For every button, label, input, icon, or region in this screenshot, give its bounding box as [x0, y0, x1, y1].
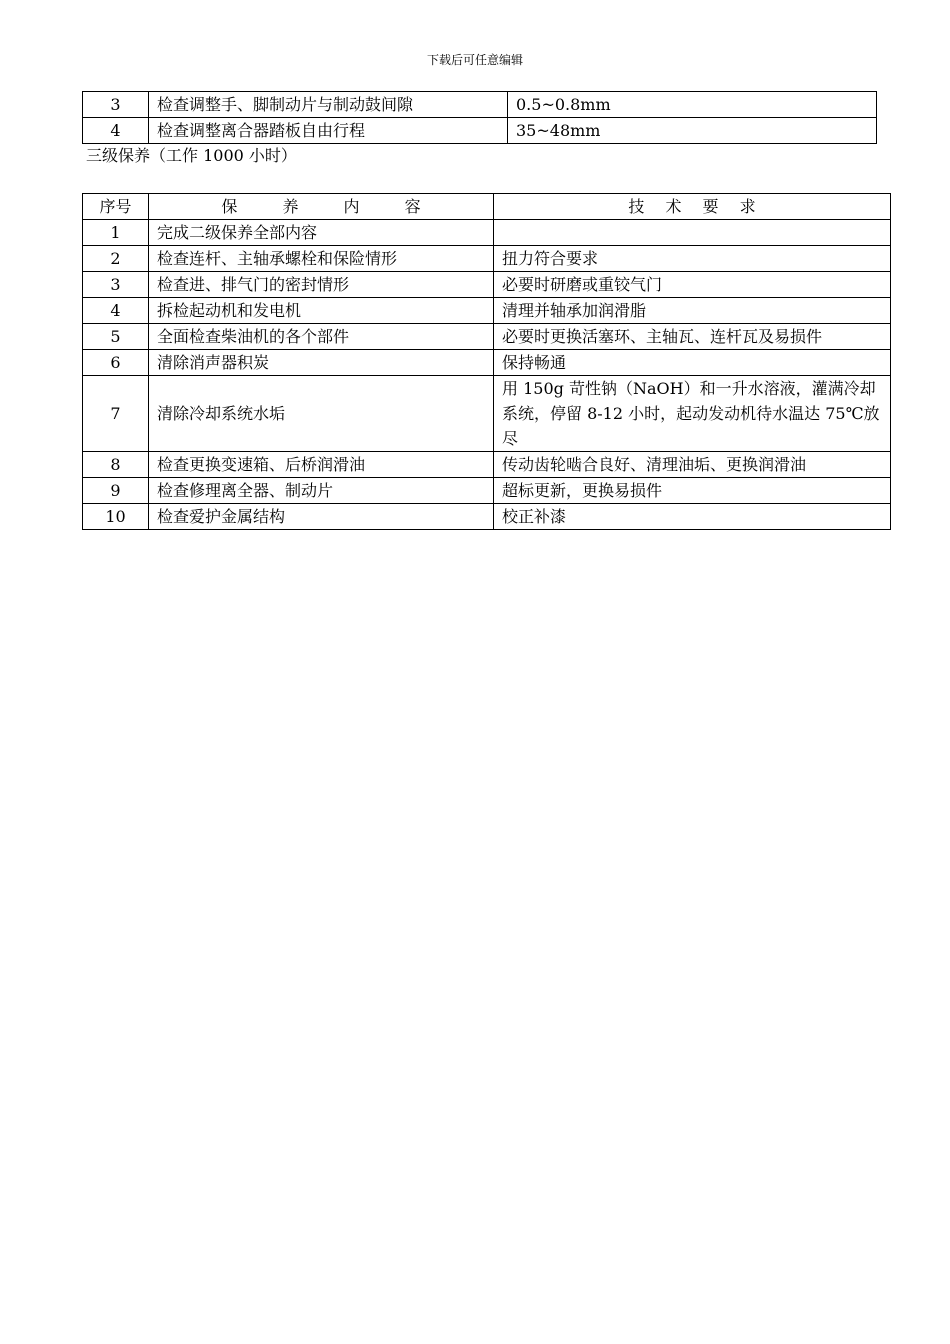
row-requirement: 必要时研磨或重铰气门 — [494, 272, 891, 298]
header-requirement — [494, 194, 891, 220]
row-content: 检查进、排气门的密封情形 — [149, 272, 494, 298]
row-number: 5 — [83, 324, 149, 350]
row-requirement: 扭力符合要求 — [494, 246, 891, 272]
row-content: 检查调整手、脚制动片与制动鼓间隙 — [149, 92, 508, 118]
section-title: 三级保养（工作 1000 小时） — [86, 146, 297, 165]
row-number: 8 — [83, 452, 149, 478]
row-number: 7 — [83, 376, 149, 452]
header-requirement-label: 技 术 要 求 — [628, 197, 756, 216]
row-requirement — [494, 220, 891, 246]
row-content: 检查连杆、主轴承螺栓和保险情形 — [149, 246, 494, 272]
row-content: 检查更换变速箱、后桥润滑油 — [149, 452, 494, 478]
level-three-maintenance-table — [82, 193, 891, 530]
row-content: 清除冷却系统水垢 — [149, 376, 494, 452]
header-content-label: 保 养 内 容 — [221, 197, 421, 216]
row-number: 6 — [83, 350, 149, 376]
row-content: 检查调整离合器踏板自由行程 — [149, 118, 508, 144]
table-row — [83, 246, 891, 272]
row-content: 清除消声器积炭 — [149, 350, 494, 376]
row-number: 3 — [83, 272, 149, 298]
table-row — [83, 350, 891, 376]
row-requirement: 校正补漆 — [494, 504, 891, 530]
row-requirement: 35~48mm — [508, 118, 877, 144]
row-content: 完成二级保养全部内容 — [149, 220, 494, 246]
table-row — [83, 118, 877, 144]
row-requirement: 用 150g 苛性钠（NaOH）和一升水溶液，灌满冷却系统，停留 8-12 小时，起动发动机待水温达 75℃放尽 — [494, 376, 891, 452]
header-content — [149, 194, 494, 220]
row-content: 检查修理离全器、制动片 — [149, 478, 494, 504]
row-requirement: 0.5~0.8mm — [508, 92, 877, 118]
row-number: 9 — [83, 478, 149, 504]
row-number: 4 — [83, 118, 149, 144]
row-requirement: 超标更新，更换易损件 — [494, 478, 891, 504]
row-requirement: 保持畅通 — [494, 350, 891, 376]
row-number: 4 — [83, 298, 149, 324]
row-content: 全面检查柴油机的各个部件 — [149, 324, 494, 350]
row-number: 3 — [83, 92, 149, 118]
table-row — [83, 298, 891, 324]
table-row — [83, 324, 891, 350]
row-number: 1 — [83, 220, 149, 246]
maintenance-table-continued — [82, 91, 877, 144]
row-content: 检查爱护金属结构 — [149, 504, 494, 530]
row-content: 拆检起动机和发电机 — [149, 298, 494, 324]
table-row — [83, 452, 891, 478]
row-requirement: 清理并轴承加润滑脂 — [494, 298, 891, 324]
header-number: 序号 — [83, 194, 149, 220]
table-row — [83, 220, 891, 246]
table-row — [83, 504, 891, 530]
page-header: 下载后可任意编辑 — [426, 53, 523, 67]
row-number: 2 — [83, 246, 149, 272]
table-header-row — [83, 194, 891, 220]
table-row — [83, 376, 891, 452]
row-requirement: 传动齿轮啮合良好、清理油垢、更换润滑油 — [494, 452, 891, 478]
table-row — [83, 478, 891, 504]
table-row — [83, 92, 877, 118]
row-number: 10 — [83, 504, 149, 530]
table-row — [83, 272, 891, 298]
row-requirement: 必要时更换活塞环、主轴瓦、连杆瓦及易损件 — [494, 324, 891, 350]
